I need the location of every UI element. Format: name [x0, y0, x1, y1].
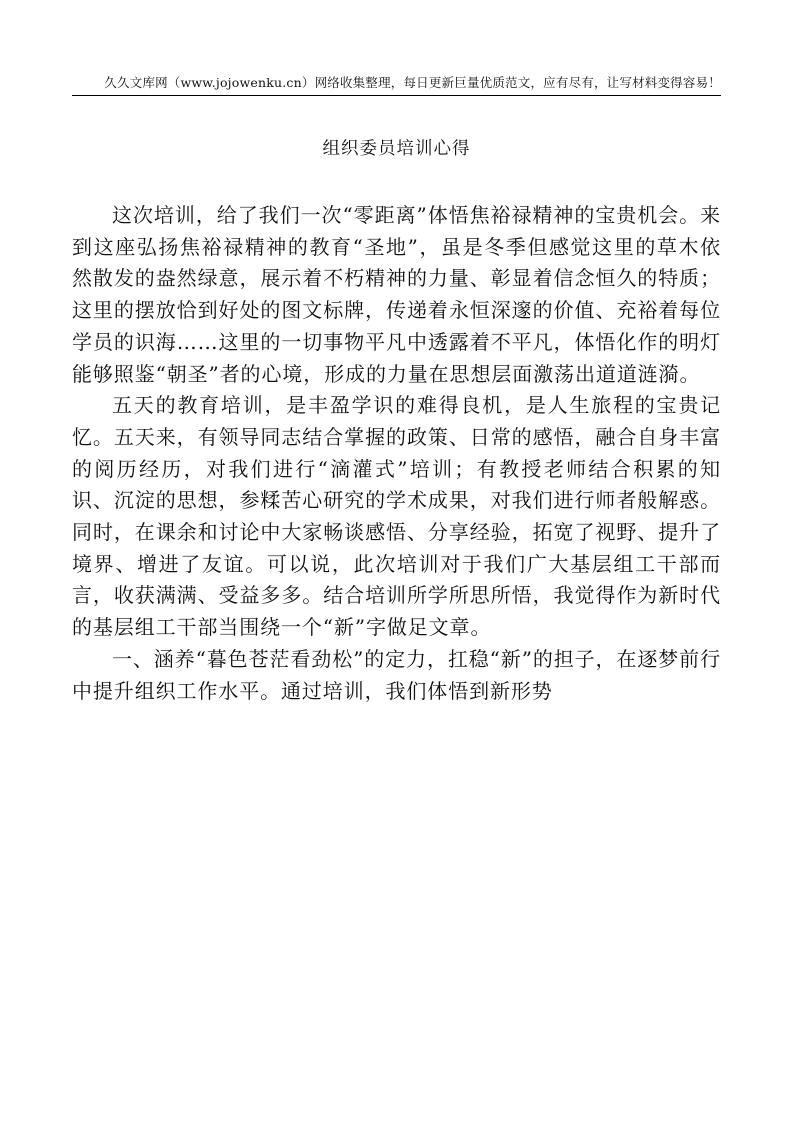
document-title: 组织委员培训心得 [322, 139, 471, 159]
paragraph-3: 一、涵养“暮色苍茫看劲松”的定力，扛稳“新”的担子，在逐梦前行中提升组织工作水平。通过培训，我们体悟到新形势 [72, 646, 721, 703]
paragraph-2: 五天的教育培训，是丰盈学识的难得良机，是人生旅程的宝贵记忆。五天来，有领导同志结合掌握的政策、日常的感悟，融合自身丰富的阅历经历，对我们进行“滴灌式”培训；有教授老师结合积累的知识、沉淀的思想，参糅苦心研究的学术成果，对我们进行师者般解惑。同时，在课余和讨论中大家畅谈感悟、分享经验，拓宽了视野、提升了境界、增进了友谊。可以说，此次培训对于我们广大基层组工干部而言，收获满满、受益多多。结合培训所学所思所悟，我觉得作为新时代的基层组工干部当围绕一个“新”字做足文章。 [72, 393, 721, 640]
page-header: 久久文库网（www.jojowenku.cn）网络收集整理，每日更新巨量优质范文，应有尽有，让写材料变得容易！ [104, 75, 721, 90]
paragraph-1: 这次培训，给了我们一次“零距离”体悟焦裕禄精神的宝贵机会。来到这座弘扬焦裕禄精神的教育“圣地”，虽是冬季但感觉这里的草木依然散发的盎然绿意，展示着不朽精神的力量、彰显着信念恒久的特质；这里的摆放恰到好处的图文标牌，传递着永恒深邃的价值、充裕着每位学员的识海……这里的一切事物平凡中透露着不平凡，体悟化作的明灯能够照鉴“朝圣”者的心境，形成的力量在思想层面激荡出道道涟漪。 [72, 203, 721, 386]
document-body [72, 200, 721, 707]
header-divider [72, 95, 721, 96]
